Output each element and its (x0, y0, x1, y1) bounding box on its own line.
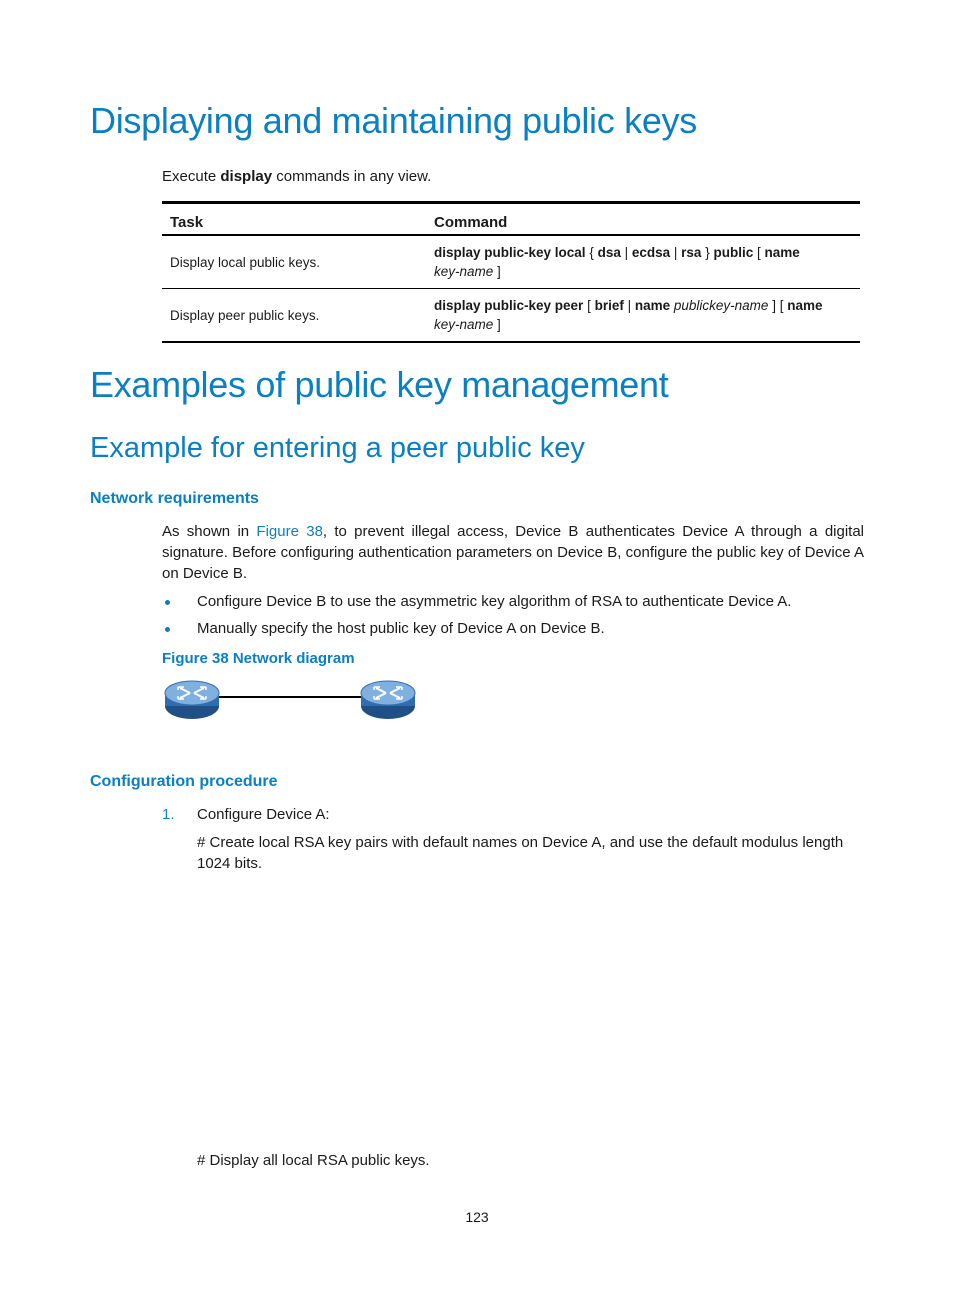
column-header-command: Command (426, 203, 860, 236)
network-requirements-heading: Network requirements (90, 490, 259, 507)
config-comment: # Display all local RSA public keys. (197, 1152, 430, 1169)
list-item: Manually specify the host public key of Device A on Device B. (197, 620, 605, 637)
step-label: Configure Device A: (197, 806, 330, 823)
bullet-icon (165, 600, 170, 605)
router-icon-device-b (361, 681, 415, 719)
configuration-procedure-heading: Configuration procedure (90, 773, 278, 790)
command-table (162, 201, 860, 343)
network-diagram (160, 676, 422, 726)
figure-caption: Figure 38 Network diagram (162, 650, 355, 667)
section-title-examples: Examples of public key management (90, 364, 669, 405)
section-title-display: Displaying and maintaining public keys (90, 100, 697, 141)
table-header-row (162, 203, 860, 236)
command-cell: display public-key local { dsa | ecdsa | rsa } public [ name key-name ] (426, 235, 860, 289)
bullet-icon (165, 627, 170, 632)
task-cell: Display peer public keys. (162, 289, 426, 343)
network-paragraph: As shown in Figure 38, to prevent illegal access, Device B authenticates Device A through a digital signature. Before configuring authentication parameters on Device B, configure the public key of Device A on Device B. (162, 523, 865, 582)
step-number: 1. (162, 806, 175, 823)
router-icon-device-a (165, 681, 219, 719)
figure-link[interactable]: Figure 38 (256, 523, 323, 540)
intro-text: Execute display commands in any view. (162, 168, 432, 185)
table-row (162, 235, 860, 289)
subsection-title: Example for entering a peer public key (90, 432, 585, 464)
task-cell: Display local public keys. (162, 235, 426, 289)
column-header-task: Task (162, 203, 426, 236)
command-cell: display public-key peer [ brief | name publickey-name ] [ name key-name ] (426, 289, 860, 343)
table-row (162, 289, 860, 343)
config-comment: # Create local RSA key pairs with default names on Device A, and use the default modulus length 1024 bits. (197, 834, 844, 872)
list-item: Configure Device B to use the asymmetric key algorithm of RSA to authenticate Device A. (197, 593, 792, 610)
page-number: 123 (465, 1209, 489, 1225)
